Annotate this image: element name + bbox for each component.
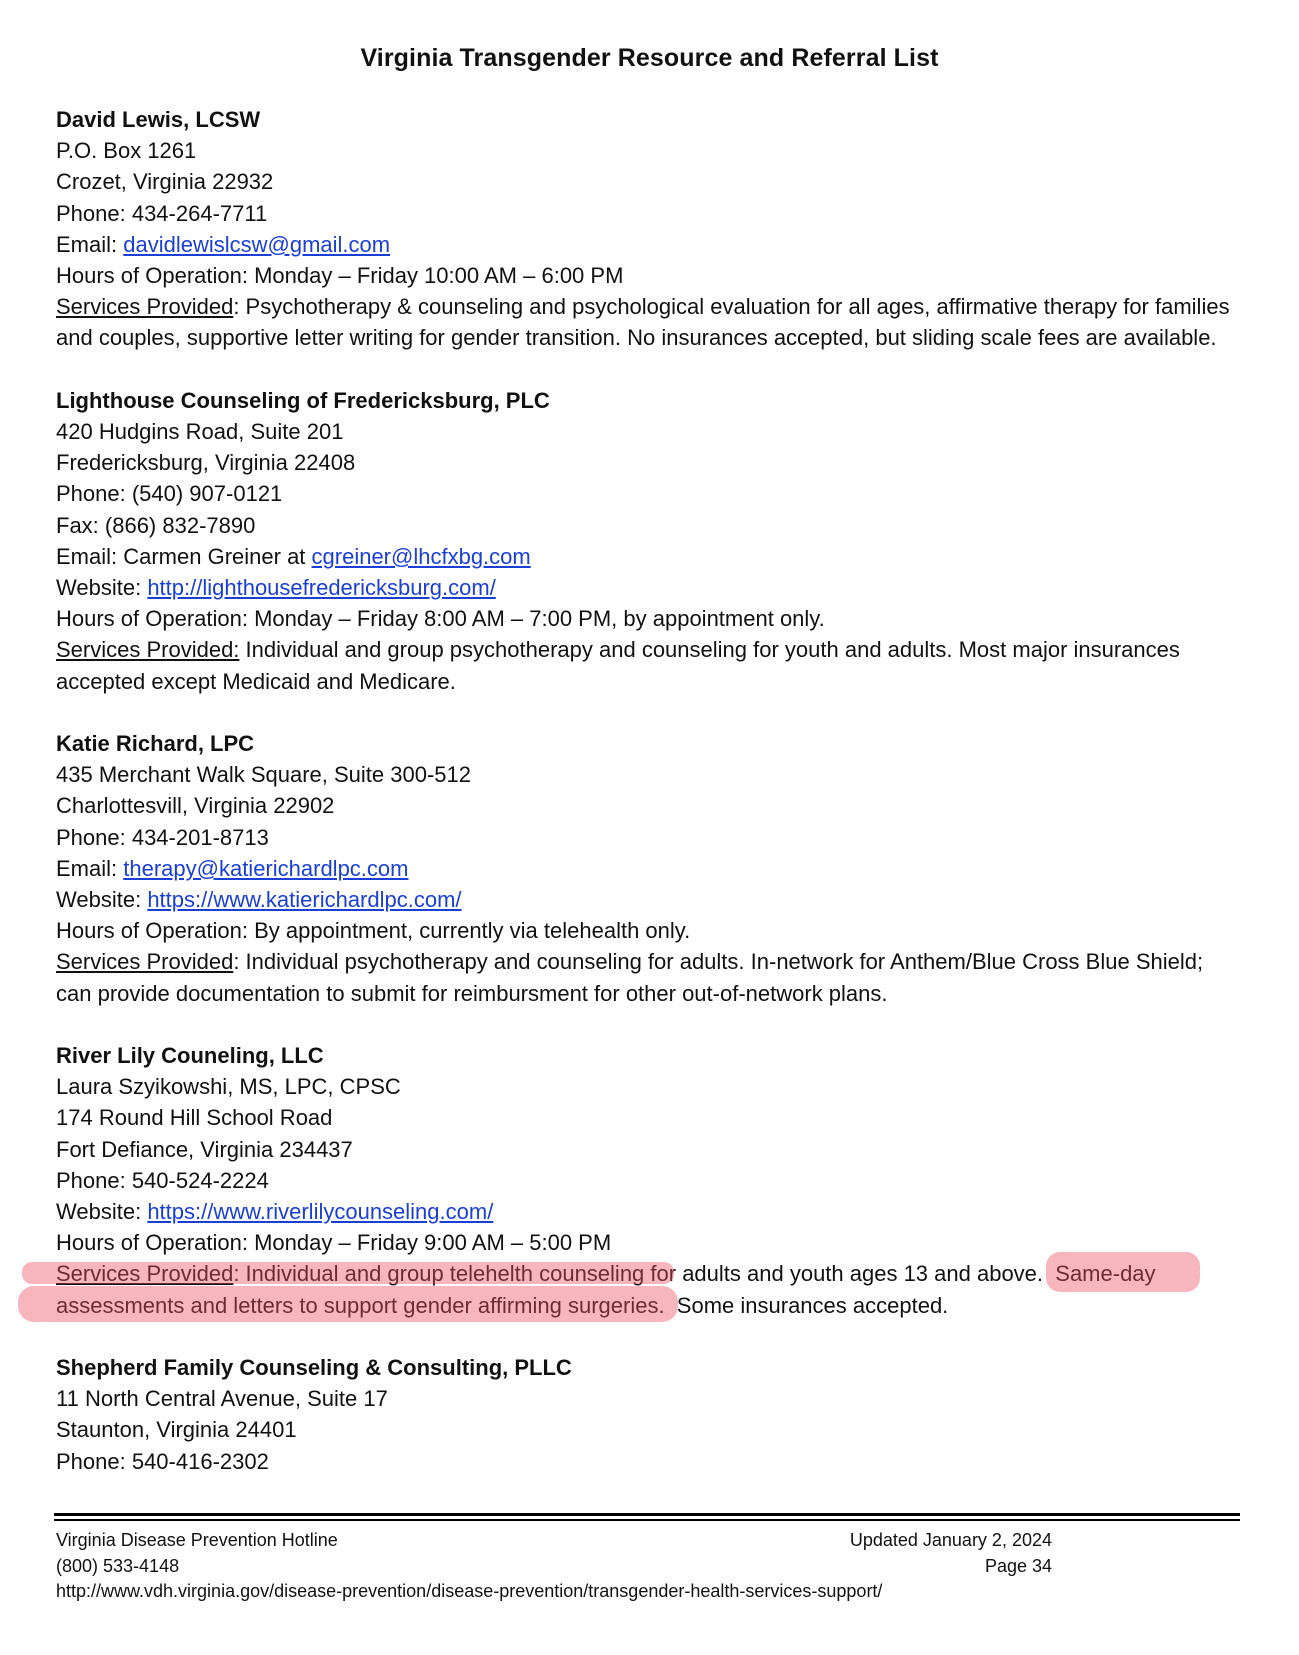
- entry-email-link[interactable]: therapy@katierichardlpc.com: [123, 855, 409, 881]
- entry-email-link[interactable]: cgreiner@lhcfxbg.com: [311, 543, 531, 569]
- entry-hours: Hours of Operation: Monday – Friday 8:00 AM – 7:00 PM, by appointment only.: [56, 606, 825, 632]
- entry-email-row: [56, 853, 1236, 884]
- entry-name: Lighthouse Counseling of Fredericksburg, PLC: [56, 387, 550, 413]
- resource-entry-katie-richard: [56, 728, 1236, 1009]
- entry-email-row: [56, 541, 1236, 572]
- entry-name: Shepherd Family Counseling & Consulting, PLLC: [56, 1355, 572, 1381]
- entry-website-label: Website:: [56, 887, 148, 913]
- services-text: Psychotherapy & counseling and psychological evaluation for all ages, affirmative therapy for families and couples, supportive letter writing for gender transition. No insurances accepted, but sliding scale fees are available.: [56, 294, 1230, 351]
- entry-email-label: Email:: [56, 855, 124, 881]
- footer-row-1: [56, 1528, 1052, 1554]
- footer-updated: Updated January 2, 2024: [849, 1530, 1052, 1550]
- entry-hours: Hours of Operation: Monday – Friday 10:00 AM – 6:00 PM: [56, 263, 624, 289]
- services-text: Individual and group psychotherapy and counseling for youth and adults. Most major insurances accepted except Medicaid and Medicare.: [56, 637, 1180, 694]
- entry-address-line-1: 11 North Central Avenue, Suite 17: [56, 1386, 388, 1412]
- entry-fax: Fax: (866) 832-7890: [56, 512, 256, 538]
- footer-org: Virginia Disease Prevention Hotline: [56, 1530, 338, 1550]
- entry-address-line-1: 420 Hudgins Road, Suite 201: [56, 419, 344, 445]
- services-sep: :: [233, 949, 246, 975]
- entry-website-label: Website:: [56, 575, 148, 601]
- entry-services-line-1: [56, 1258, 1236, 1289]
- entry-name: Katie Richard, LPC: [56, 731, 255, 757]
- entry-website-link[interactable]: http://lighthousefredericksburg.com/: [147, 575, 496, 601]
- entry-phone: Phone: 434-264-7711: [56, 200, 268, 226]
- services-text-c: Same-day: [1055, 1261, 1156, 1287]
- entry-website-row: [56, 1196, 1236, 1227]
- entry-address-line-1: 435 Merchant Walk Square, Suite 300-512: [56, 762, 471, 788]
- page-title: Virginia Transgender Resource and Referral List: [360, 44, 939, 72]
- services-label: Services Provided: [56, 294, 234, 320]
- services-sep: :: [233, 1261, 246, 1287]
- entry-phone: Phone: (540) 907-0121: [56, 481, 283, 507]
- entry-address-line-2: Fredericksburg, Virginia 22408: [56, 450, 356, 476]
- entry-website-link[interactable]: https://www.riverlilycounseling.com/: [147, 1199, 494, 1225]
- footer-url: http://www.vdh.virginia.gov/disease-prevention/disease-prevention/transgender-health-services-support/: [56, 1581, 883, 1601]
- page-footer: [56, 1528, 1056, 1605]
- entry-phone: Phone: 540-524-2224: [56, 1167, 269, 1193]
- footer-row-3: [56, 1579, 1052, 1605]
- entry-services: [56, 634, 1236, 696]
- entry-email-label: Email: Carmen Greiner at: [56, 543, 312, 569]
- entry-address-line-1: 174 Round Hill School Road: [56, 1105, 333, 1131]
- services-label: Services Provided:: [56, 637, 240, 663]
- entry-address-line-2: Crozet, Virginia 22932: [56, 169, 274, 195]
- services-text-a: Individual and group telehelth counseling for: [245, 1261, 677, 1287]
- footer-divider: [54, 1513, 1240, 1521]
- entry-website-label: Website:: [56, 1199, 148, 1225]
- entry-phone: Phone: 540-416-2302: [56, 1448, 269, 1474]
- entry-address-line-2: Charlottesvill, Virginia 22902: [56, 793, 335, 819]
- entry-hours: Hours of Operation: Monday – Friday 9:00 AM – 5:00 PM: [56, 1230, 612, 1256]
- entry-website-row: [56, 572, 1236, 603]
- services-text-b: adults and youth ages 13 and above.: [676, 1261, 1056, 1287]
- services-sep: :: [233, 294, 246, 320]
- resource-list: [56, 104, 1236, 1508]
- footer-page-number: Page 34: [984, 1555, 1052, 1576]
- resource-entry-river-lily: [56, 1040, 1236, 1321]
- services-label: Services Provided: [56, 1261, 234, 1287]
- entry-address-line-1: P.O. Box 1261: [56, 138, 197, 164]
- entry-services: [56, 946, 1236, 1008]
- entry-website-row: [56, 884, 1236, 915]
- entry-address-line-2: Fort Defiance, Virginia 234437: [56, 1136, 353, 1162]
- services-label: Services Provided: [56, 949, 234, 975]
- resource-entry-david-lewis: [56, 104, 1236, 354]
- entry-services-line-2: [56, 1290, 1236, 1321]
- entry-phone: Phone: 434-201-8713: [56, 824, 269, 850]
- footer-row-2: [56, 1554, 1052, 1580]
- entry-services: [56, 291, 1236, 353]
- entry-email-link[interactable]: davidlewislcsw@gmail.com: [123, 231, 391, 257]
- entry-email-label: Email:: [56, 231, 124, 257]
- footer-phone: (800) 533-4148: [56, 1555, 180, 1576]
- entry-contact: Laura Szyikowshi, MS, LPC, CPSC: [56, 1074, 401, 1100]
- entry-website-link[interactable]: https://www.katierichardlpc.com/: [147, 887, 462, 913]
- entry-name: David Lewis, LCSW: [56, 107, 261, 132]
- entry-email-row: [56, 229, 1236, 260]
- entry-hours: Hours of Operation: By appointment, currently via telehealth only.: [56, 918, 691, 944]
- entry-name: River Lily Couneling, LLC: [56, 1043, 324, 1069]
- services-text: Individual psychotherapy and counseling for adults. In-network for Anthem/Blue Cross Blue Shield; can provide documentation to submit for reimbursment for other out-of-network plans.: [56, 949, 1204, 1006]
- resource-entry-lighthouse: [56, 385, 1236, 697]
- resource-entry-shepherd: [56, 1352, 1236, 1477]
- services-text-e: Some insurances accepted.: [664, 1292, 949, 1318]
- entry-address-line-2: Staunton, Virginia 24401: [56, 1417, 297, 1443]
- services-text-d: assessments and letters to support gender affirming surgeries.: [56, 1292, 665, 1318]
